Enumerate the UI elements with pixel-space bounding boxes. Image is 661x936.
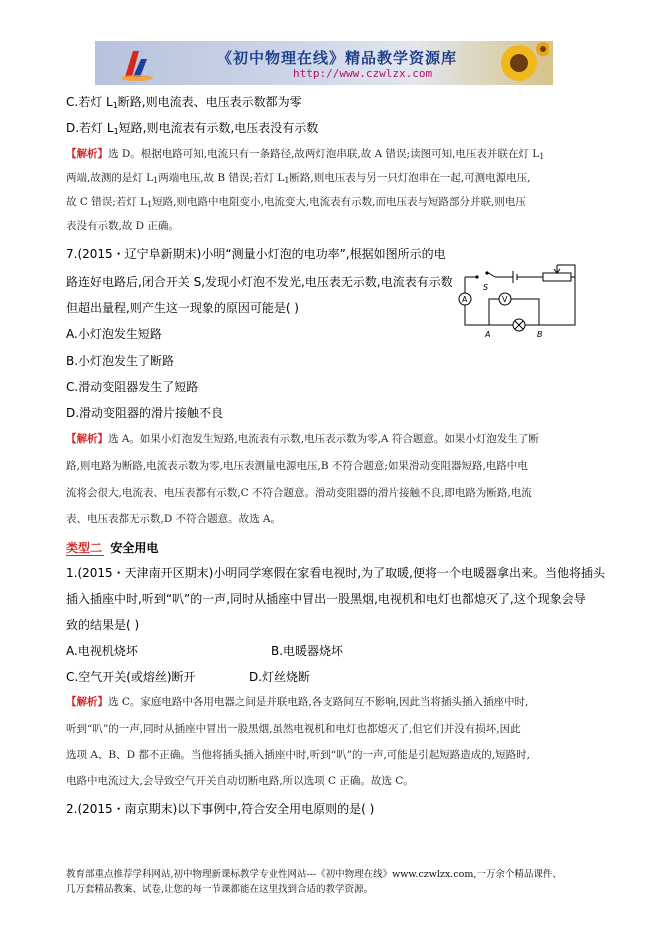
q7-stem-line: 7.(2015・辽宁阜新期末)小明“测量小灯泡的电功率”,根据如图所示的电 <box>66 247 446 261</box>
q7-option-a: A.小灯泡发生短路 <box>66 327 162 341</box>
q6-analysis-line: 故 C 错误;若灯 $L_1$短路,则电路中电阻变小,电流变大,电流表有示数,而电压表与短路部分并联,则电压 <box>66 196 526 209</box>
voltmeter-label: V <box>502 295 508 304</box>
q6-analysis-line: 【解析】选 D。根据电路可知,电流只有一条路径,故两灯泡串联,故 A 错误;读图可知,电压表并联在灯 $L_1$ <box>66 148 545 161</box>
sunflower-icon <box>493 41 549 85</box>
section-label: 类型二 <box>66 541 103 555</box>
q6-option-d: D.若灯 $L_1$短路,则电流表有示数,电压表没有示数 <box>66 121 319 136</box>
section-title: 安全用电 <box>110 541 159 555</box>
s2q1-option-c: C.空气开关(或熔丝)断开 <box>66 670 196 684</box>
q7-option-c: C.滑动变阻器发生了短路 <box>66 380 199 394</box>
footer-line: 几万套精品教案、试卷,让您的每一节课都能在这里找到合适的教学资源。 <box>66 884 374 895</box>
s2q1-stem-line: 致的结果是( ) <box>66 618 140 632</box>
q7-option-b: B.小灯泡发生了断路 <box>66 354 175 368</box>
s2q1-analysis-line: 听到“叭”的一声,同时从插座中冒出一股黑烟,虽然电视机和电灯也都熄灭了,但它们并没有损坏,因此 <box>66 723 521 735</box>
q6-analysis-line: 两端,故测的是灯 $L_1$两端电压,故 B 错误;若灯 $L_1$断路,则电压表与另一只灯泡串在一起,可测电源电压, <box>66 172 531 185</box>
q7-analysis-line: 表、电压表都无示数,D 不符合题意。故选 A。 <box>66 513 282 525</box>
point-b-label: B <box>537 330 543 339</box>
s2q1-analysis-line: 【解析】选 C。家庭电路中各用电器之间是并联电路,各支路间互不影响,因此当将插头插入插座中时, <box>66 696 529 708</box>
s2q1-analysis-line: 电路中电流过大,会导致空气开关自动切断电路,所以选项 C 正确。故选 C。 <box>66 775 414 787</box>
banner-url[interactable]: http://www.czwlzx.com <box>293 67 433 80</box>
s2q1-stem-line: 插入插座中时,听到“叭”的一声,同时从插座中冒出一股黑烟,电视机和电灯也都熄灭了,这个现象会导 <box>66 592 586 606</box>
footer-line: 教育部重点推荐学科网站,初中物理新课标教学专业性网站---《初中物理在线》www.czwlzx.com,一万余个精品课件、 <box>66 869 562 880</box>
q7-analysis-line: 【解析】选 A。如果小灯泡发生短路,电流表有示数,电压表示数为零,A 符合题意。如果小灯泡发生了断 <box>66 433 539 445</box>
banner-title: 《初中物理在线》精品教学资源库 <box>217 49 458 67</box>
switch-label: S <box>483 283 489 292</box>
header-banner <box>95 41 553 85</box>
q6-analysis-line: 表没有示数,故 D 正确。 <box>66 220 179 232</box>
q7-option-d: D.滑动变阻器的滑片接触不良 <box>66 406 224 420</box>
s2q1-stem-line: 1.(2015・天津南开区期末)小明同学寒假在家看电视时,为了取暖,便将一个电暖器拿出来。当他将插头 <box>66 566 605 580</box>
q7-stem-line: 但超出量程,则产生这一现象的原因可能是( ) <box>66 301 299 315</box>
s2q1-option-a: A.电视机烧坏 <box>66 644 138 658</box>
section-heading <box>66 539 158 556</box>
q7-analysis-line: 路,则电路为断路,电流表示数为零,电压表测量电源电压,B 不符合题意;如果滑动变阻器短路,电路中电 <box>66 460 528 472</box>
site-logo-icon <box>119 47 155 83</box>
analysis-tag: 【解析】 <box>66 696 108 708</box>
q6-option-c: C.若灯 $L_1$断路,则电流表、电压表示数都为零 <box>66 95 302 110</box>
ammeter-label: A <box>462 295 468 304</box>
s2q1-analysis-line: 选项 A、B、D 都不正确。当他将插头插入插座中时,听到“叭”的一声,可能是引起短路造成的,短路时, <box>66 749 530 761</box>
q7-stem-line: 路连好电路后,闭合开关 S,发现小灯泡不发光,电压表无示数,电流表有示数 <box>66 275 453 289</box>
point-a-label: A <box>485 330 491 339</box>
analysis-tag: 【解析】 <box>66 433 108 445</box>
s2q2-stem: 2.(2015・南京期末)以下事例中,符合安全用电原则的是( ) <box>66 802 375 816</box>
section-underline <box>66 555 104 556</box>
q7-analysis-line: 流将会很大,电流表、电压表都有示数,C 不符合题意。滑动变阻器的滑片接触不良,即电路为断路,电流 <box>66 487 532 499</box>
s2q1-option-b: B.电暖器烧坏 <box>271 644 344 658</box>
s2q1-option-d: D.灯丝烧断 <box>249 670 311 684</box>
circuit-diagram <box>455 259 580 342</box>
analysis-tag: 【解析】 <box>66 148 108 160</box>
